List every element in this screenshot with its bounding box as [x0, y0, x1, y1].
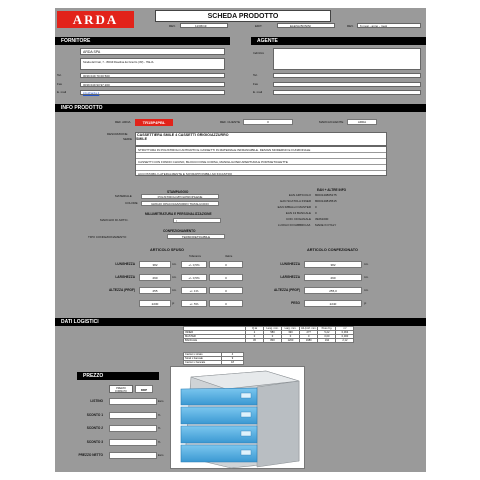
conf-row-value[interactable]: 290	[304, 274, 362, 281]
stampaggio-title: STAMPAGGIO	[167, 190, 189, 194]
colore-field[interactable]: GRIGIO OPACO/AZZURRO TRASLUCIDO	[141, 201, 219, 206]
agente-fax-field[interactable]	[273, 82, 421, 87]
mill-title: MILLIMETRATURA E PERSONALIZZAZIONE	[145, 212, 212, 216]
logistici-header-cell: Peso Kg.	[318, 327, 336, 331]
descrizione-label: DESCRIZIONE	[107, 132, 128, 136]
prezzo-header: PREZZO	[77, 372, 159, 380]
logistici-header-cell: Alt./prof. mm.	[301, 327, 317, 330]
edit-name: ELENA BONINI	[290, 24, 311, 28]
prezzo-block	[55, 398, 180, 468]
logistici-extra-wrap	[183, 352, 244, 365]
prezzo-row-unit: Euro	[158, 400, 164, 403]
prezzo-row-unit: %	[158, 413, 161, 417]
prezzo-row-unit: %	[158, 427, 161, 430]
sfuso-row-tolerance: +/- 5%	[181, 300, 207, 307]
ref-cliente-field[interactable]: 0	[243, 119, 293, 125]
fornitore-address-field[interactable]	[80, 58, 225, 70]
prezzo-tipo-field[interactable]: DDP	[135, 385, 153, 393]
agente-address-field[interactable]	[273, 48, 421, 70]
sfuso-block	[55, 260, 245, 312]
ean-title: EAN + ALTRE INFO	[317, 188, 347, 192]
conf-row-unit: mm.	[364, 263, 369, 266]
tipo-conf-field[interactable]: TERMORETRAIBILE	[167, 234, 225, 239]
prezzo-row-field[interactable]	[109, 439, 157, 446]
page-title: SCHEDA PRODOTTO	[155, 10, 331, 22]
sfuso-row-unit: mm.	[172, 289, 177, 292]
sfuso-row-label: LUNGHEZZA	[115, 262, 135, 266]
fornitore-tel-label: Tel.	[57, 73, 62, 77]
sfuso-row-tolerance: +/- 0,5%	[181, 274, 207, 281]
sfuso-row-value[interactable]: 255	[139, 287, 171, 294]
agente-email-label: E. mail	[253, 90, 263, 94]
arda-logo: ARDA	[57, 11, 134, 28]
table-cell: INNER	[184, 331, 246, 335]
desc-line-3: CASSETTI CON FONDO CHIUSO, BLOCCO FINE CORSA, MANIGLIA PER APERTURA E PORTAETICHETTE	[136, 159, 386, 165]
sfuso-row-tolerance: +/- 1%	[181, 287, 207, 294]
desc-line-5: ACCOSTABILI LATERALMENTE E SOVRAPPONIBILI AD INCASTRO	[138, 172, 233, 176]
sfuso-row-valore[interactable]: 0	[209, 300, 243, 307]
logistici-header-cell: m³	[336, 327, 354, 331]
agente-tel-label: Tel.	[253, 73, 258, 77]
fornitore-email-label: E. mail	[57, 90, 67, 94]
sfuso-row-label: ALTEZZA (PROF)	[108, 288, 135, 292]
sfuso-row-unit: mm.	[172, 276, 177, 279]
logistici-table	[183, 326, 354, 343]
fornitore-header: FORNITORE	[55, 37, 230, 45]
sfuso-row-valore[interactable]: 0	[209, 261, 243, 268]
rev-label: REV.	[169, 24, 176, 28]
table-cell: 2,12	[336, 339, 354, 343]
table-cell: Cartoni x strato	[184, 353, 222, 357]
prezzo-row-unit: Euro	[158, 454, 164, 457]
logistici-header-cell: Q.tà	[246, 327, 264, 331]
descrizione-value: CASSETTIERA SMILE 4 CASSETTI GRIGIO/AZZURRO	[137, 133, 229, 137]
conf-title: CONFEZIONAMENTO	[163, 229, 196, 233]
sfuso-title: ARTICOLO SFUSO	[150, 248, 184, 252]
table-cell: Strati x bancale	[184, 357, 222, 361]
ref-arda-value: TR15P4PBL	[135, 119, 173, 126]
agente-fax-label: Fax	[253, 82, 259, 86]
table-cell: 0	[264, 335, 282, 339]
serie-value: SMILE	[136, 137, 147, 141]
logistici-header-cell: Lung. mm.	[264, 327, 282, 331]
logistici-extra-table	[183, 352, 244, 365]
ean-row-value: 8003140805175	[315, 193, 337, 197]
tipo-conf-label: TIPO CONFEZIONAMENTO	[88, 235, 127, 239]
table-cell: 9	[222, 357, 244, 361]
sfuso-row-value[interactable]: 2230	[139, 300, 171, 307]
table-cell: 18	[222, 361, 244, 365]
info-header: INFO PRODOTTO	[55, 104, 426, 112]
ref-cliente-label: REF. CLIENTE	[220, 120, 241, 124]
sfuso-row-label: LARGHEZZA	[115, 275, 135, 279]
prezzo-row-label: SCONTO 2	[86, 426, 103, 430]
table-row	[184, 361, 244, 365]
edit-label: EDIT.	[255, 24, 263, 28]
agente-email-field[interactable]	[273, 90, 421, 95]
fornitore-company-field[interactable]	[80, 48, 225, 55]
conf-row-label: PESO	[291, 301, 300, 305]
conf-row-unit: gr.	[364, 302, 367, 305]
marca-field[interactable]: ARDA	[347, 119, 377, 125]
conf-row-label: LARGHEZZA	[280, 275, 300, 279]
table-cell: 36	[246, 339, 264, 343]
table-cell: BANCALE	[184, 339, 246, 343]
confezionato-title: ARTICOLO CONFEZIONATO	[307, 248, 358, 252]
table-cell: 0	[246, 335, 264, 339]
logistici-header: DATI LOGISTICI	[55, 318, 426, 326]
fornitore-address: Strada del Fratt, 7 - 35019 Rosolina del Grezzo (VR) - ITALIA	[83, 61, 154, 64]
serie-label: SERIE	[123, 137, 133, 141]
table-cell: 0	[282, 335, 300, 339]
table-cell: MASTER	[184, 335, 246, 339]
ean-row-label: EAN IMBALLO MASTER	[277, 205, 311, 209]
table-cell: 1200	[282, 339, 300, 343]
rev-date-field[interactable]	[180, 23, 228, 28]
logistici-header-cell: Larg. mm.	[282, 327, 300, 331]
agente-header: AGENTE	[251, 37, 426, 45]
conf-row-value[interactable]: 255,0	[304, 287, 362, 294]
prezzo-row-label: PREZZO NETTO	[78, 453, 103, 457]
sfuso-row-tolerance: +/- 0,5%	[181, 261, 207, 268]
sfuso-row-value[interactable]: 382	[139, 261, 171, 268]
ean-row-label: LUOGO DI FABBRICAZ.	[277, 223, 311, 227]
prezzo-tipo-label-box	[109, 385, 133, 393]
ean-row-value: 0	[315, 211, 317, 215]
prezzo-row-label: SCONTO 1	[86, 412, 103, 417]
prezzo-row-label: LISTINO	[90, 399, 103, 403]
logistici-table-wrap	[183, 326, 354, 343]
ean-row-label: EAN 13 BANCALE	[285, 211, 311, 215]
table-cell: 2	[246, 331, 264, 335]
table-cell: 5,22	[318, 331, 336, 335]
fornitore-company: ARDA SPA	[83, 50, 101, 54]
materiale-field[interactable]: POLISTIROLO/POLIPROPILENE	[141, 194, 219, 199]
ean-row-label: COD. DOGANALE	[285, 217, 311, 221]
sfuso-row-value[interactable]: 290	[139, 274, 171, 281]
conf-row-unit: mm.	[364, 276, 369, 279]
edit-name-field[interactable]	[277, 23, 335, 28]
fornitore-email-field[interactable]	[80, 90, 225, 95]
marchio-label: MARCHIO DI ARTIC.	[100, 218, 129, 222]
agente-address-label: Indirizzo	[253, 51, 265, 55]
desc-line-1: STRUTTURA IN POLISTIROLO ANTIURTO E CASSETTI IN MATERIALE INFRANGIBILE. DESIGN MODERNO E FUNZIONALE	[136, 147, 386, 153]
ean-row-value: 8003140815515	[315, 199, 337, 203]
prezzo-row-unit: %	[158, 440, 161, 444]
agente-tel-field[interactable]	[273, 73, 421, 78]
table-cell: 194	[318, 339, 336, 343]
descrizione-box	[135, 132, 387, 146]
marchio-field[interactable]: /	[173, 218, 221, 223]
period-field[interactable]	[357, 23, 421, 28]
ean-block	[245, 193, 415, 233]
drawer-unit-illustration	[171, 367, 306, 470]
fornitore-fax-label: Fax	[57, 82, 63, 86]
table-cell: 0	[300, 335, 318, 339]
tolleranza-label: Tolleranza	[189, 255, 201, 258]
product-image	[170, 366, 305, 469]
table-cell: 4	[222, 353, 244, 357]
valore-label: Valore	[225, 255, 233, 258]
table-cell: 800	[264, 339, 282, 343]
ean-row-label: EAN SCATOLA INNER	[280, 199, 311, 203]
ean-row-label: EAN ARTICOLO	[288, 193, 311, 197]
prezzo-row-field[interactable]	[109, 425, 157, 432]
rev-date: 11/06/19	[195, 24, 207, 28]
table-cell: 0,063	[336, 331, 354, 335]
materiale-label: MATERIALE	[115, 194, 132, 198]
table-cell: 0,00	[318, 335, 336, 339]
ean-row-value: 0	[315, 205, 317, 209]
prezzo-tipo-label: PREZZO FORMATO	[115, 386, 127, 393]
table-row	[184, 339, 354, 343]
ean-row-value: MADE IN ITALY	[315, 223, 337, 227]
confezionato-block	[250, 260, 426, 312]
colore-label: COLORE	[125, 201, 138, 205]
conf-row-label: LUNGHEZZA	[280, 262, 300, 266]
fornitore-fax-field[interactable]	[80, 82, 225, 87]
sfuso-row-valore[interactable]: 0	[209, 287, 243, 294]
description-lines	[135, 146, 387, 176]
conf-row-label: ALTEZZA (PROF)	[273, 288, 300, 292]
conf-row-unit: mm.	[364, 289, 369, 292]
prezzo-row-field[interactable]	[109, 412, 157, 419]
table-cell: Cartoni x bancale	[184, 361, 222, 365]
sfuso-row-valore[interactable]: 0	[209, 274, 243, 281]
table-cell: 390	[282, 331, 300, 335]
ref-arda-label: REF. ARDA	[115, 120, 131, 124]
sfuso-row-unit: gr.	[172, 302, 175, 305]
fornitore-tel: 0039 049 70 00 500	[83, 74, 110, 78]
prezzo-row-label: SCONTO 3	[86, 439, 103, 444]
marca-label: MARCA/CLIENTE	[319, 120, 344, 124]
fornitore-email: info@arda.it	[83, 91, 100, 95]
sfuso-row-unit: mm.	[172, 263, 177, 266]
table-cell: 277	[300, 331, 318, 335]
fornitore-fax: 0039 049 93 97 200	[83, 83, 110, 87]
conf-row-value[interactable]: 2240	[304, 300, 362, 307]
table-cell: 0,000	[336, 335, 354, 339]
period: 6 mesi - anno - mesi	[360, 24, 388, 28]
table-cell: 1980	[300, 339, 318, 343]
table-cell: 580	[264, 331, 282, 335]
fornitore-tel-field[interactable]	[80, 73, 225, 78]
ean-row-value: 39261000	[315, 217, 329, 221]
prezzo-row-field[interactable]	[109, 398, 157, 405]
product-sheet	[55, 8, 426, 472]
conf-row-value[interactable]: 382	[304, 261, 362, 268]
prezzo-row-field[interactable]	[109, 452, 157, 459]
rev2-label: REV.	[347, 24, 354, 28]
